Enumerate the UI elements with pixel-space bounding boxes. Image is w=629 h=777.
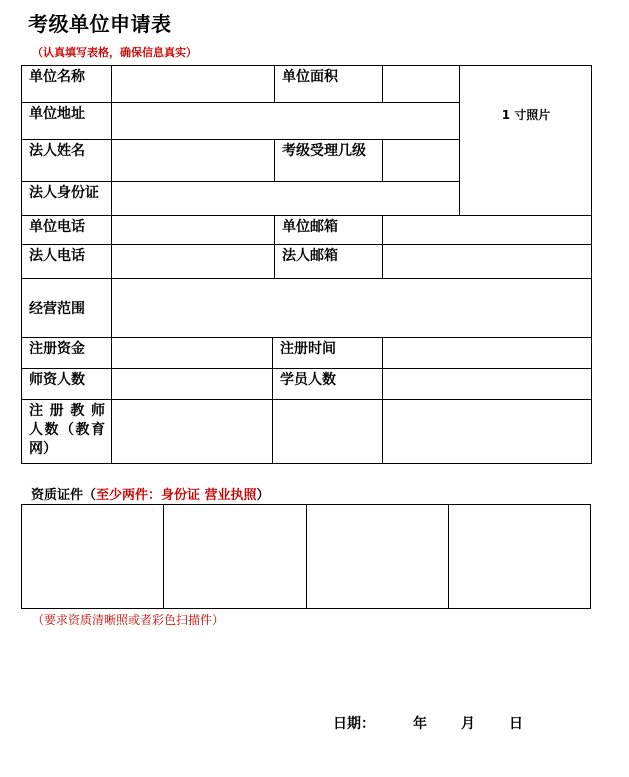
- certificate-slot-2[interactable]: [164, 505, 306, 609]
- certificates-label: [31, 484, 270, 503]
- legal-name-field[interactable]: [112, 140, 275, 182]
- certificate-slot-3[interactable]: [306, 505, 448, 609]
- certificates-label-suffix: ）: [256, 488, 270, 503]
- unit-area-label: 单位面积: [275, 66, 383, 103]
- registered-teachers-field-3[interactable]: [383, 400, 592, 464]
- registered-teachers-label: 注 册 教 师 人数（教育网）: [22, 400, 112, 464]
- form-title: 考级单位申请表: [28, 12, 172, 36]
- date-day: 日: [509, 716, 523, 732]
- certificates-note: （要求资质清晰照或者彩色扫描件）: [32, 613, 225, 627]
- legal-email-label: 法人邮箱: [275, 245, 383, 279]
- unit-email-label: 单位邮箱: [275, 216, 383, 245]
- legal-email-field[interactable]: [383, 245, 592, 279]
- teacher-count-label: 师资人数: [22, 369, 112, 400]
- photo-box[interactable]: [460, 66, 592, 216]
- form-subtitle: （认真填写表格，确保信息真实）: [32, 46, 197, 59]
- unit-phone-field[interactable]: [112, 216, 275, 245]
- registered-teachers-field-1[interactable]: [112, 400, 273, 464]
- unit-name-label: 单位名称: [22, 66, 112, 103]
- certificate-slot-4[interactable]: [448, 505, 590, 609]
- unit-name-field[interactable]: [112, 66, 275, 103]
- date-year: 年: [413, 716, 427, 732]
- certificates-label-prefix: 资质证件（: [31, 488, 97, 503]
- registration-time-label: 注册时间: [273, 338, 383, 369]
- student-count-label: 学员人数: [273, 369, 383, 400]
- legal-id-field[interactable]: [112, 182, 460, 216]
- unit-email-field[interactable]: [383, 216, 592, 245]
- business-scope-label: 经营范围: [22, 279, 112, 338]
- registered-capital-label: 注册资金: [22, 338, 112, 369]
- unit-address-label: 单位地址: [22, 103, 112, 140]
- business-scope-field[interactable]: [112, 279, 592, 338]
- date-label: 日期：: [333, 716, 375, 732]
- student-count-field[interactable]: [383, 369, 592, 400]
- legal-id-label: 法人身份证: [22, 182, 112, 216]
- registered-capital-field[interactable]: [112, 338, 273, 369]
- registered-teachers-field-2[interactable]: [273, 400, 383, 464]
- unit-phone-label: 单位电话: [22, 216, 112, 245]
- registration-time-field[interactable]: [383, 338, 592, 369]
- legal-phone-label: 法人电话: [22, 245, 112, 279]
- certificate-slot-1[interactable]: [22, 505, 164, 609]
- date-month: 月: [461, 716, 475, 732]
- teacher-count-field[interactable]: [112, 369, 273, 400]
- unit-address-field[interactable]: [112, 103, 460, 140]
- application-form-table: [21, 65, 592, 464]
- exam-level-label: 考级受理几级: [275, 140, 383, 182]
- unit-area-field[interactable]: [383, 66, 460, 103]
- photo-label: 1 寸照片: [501, 108, 551, 122]
- exam-level-field[interactable]: [383, 140, 460, 182]
- legal-name-label: 法人姓名: [22, 140, 112, 182]
- certificates-table: [21, 504, 591, 609]
- date-row: [333, 713, 523, 733]
- certificates-required-text: 至少两件：身份证 营业执照: [96, 488, 257, 503]
- legal-phone-field[interactable]: [112, 245, 275, 279]
